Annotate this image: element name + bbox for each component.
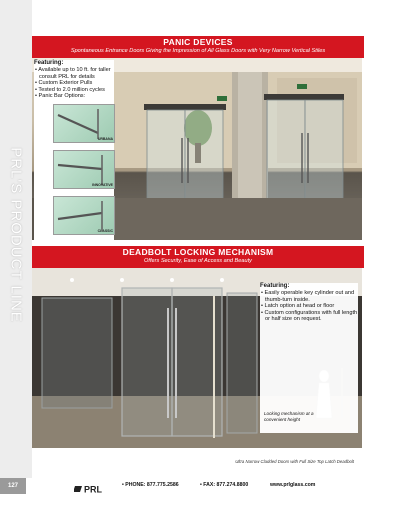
deadbolt-feature-item: • Custom configurations with full length or half size on request. [261,309,358,323]
panic-feature-item: • Tested to 2.0 million cycles [35,86,105,93]
option-label: INNOVATIVE [92,182,113,187]
footer-fax: • FAX: 877.274.8800 [200,482,249,488]
deadbolt-subtitle: Offers Security, Ease of Access and Beauty [144,258,252,264]
panic-bar-option-innovative [53,150,115,189]
panic-devices-feature-box [34,60,114,240]
panic-bar-option-classic [53,196,115,235]
option-label: CLASSIC [97,228,113,233]
page-number: 127 [0,478,26,494]
footer-website[interactable]: www.prlglass.com [270,482,316,488]
deadbolt-features-heading: Featuring: [260,283,290,289]
option-label: URBANA [97,136,113,141]
prl-logo [74,481,108,494]
deadbolt-title: DEADBOLT LOCKING MECHANISM [122,247,274,257]
footer-phone: • PHONE: 877.775.2586 [122,482,179,488]
panic-devices-subtitle: Spontaneous Entrance Doors Giving the Impression of All Glass Doors with Very Narrow Vertical Stiles [70,48,326,54]
panic-features-heading: Featuring: [34,60,64,66]
vertical-section-label [6,147,26,323]
vertical-section-text: PRL'S PRODUCT LINE [7,147,25,323]
deadbolt-feature-box [260,283,358,433]
panic-devices-banner [32,36,364,58]
deadbolt-feature-item: • Latch option at head or floor [261,303,335,310]
deadbolt-feature-item: • Easily operable key cylinder out and thumb-turn inside. [261,290,355,303]
logo-text: PRL [84,484,102,494]
deadbolt-banner [32,246,364,268]
panic-feature-item: • Panic Bar Options: [35,93,86,100]
panic-bar-option-urbana [53,104,115,143]
panic-feature-item: • Custom Exterior Pulls [35,80,93,87]
prl-logo-icon [74,484,108,494]
locking-callout: Locking mechanism at a convenient height [264,411,314,422]
panic-feature-item: • Available up to 10 ft. for taller consult PRL for details [35,67,111,80]
panic-devices-title: PANIC DEVICES [163,37,233,47]
photo-caption: Ultra Narrow Cladded Doors with Full Size Top Latch Deadbolt [235,459,354,464]
